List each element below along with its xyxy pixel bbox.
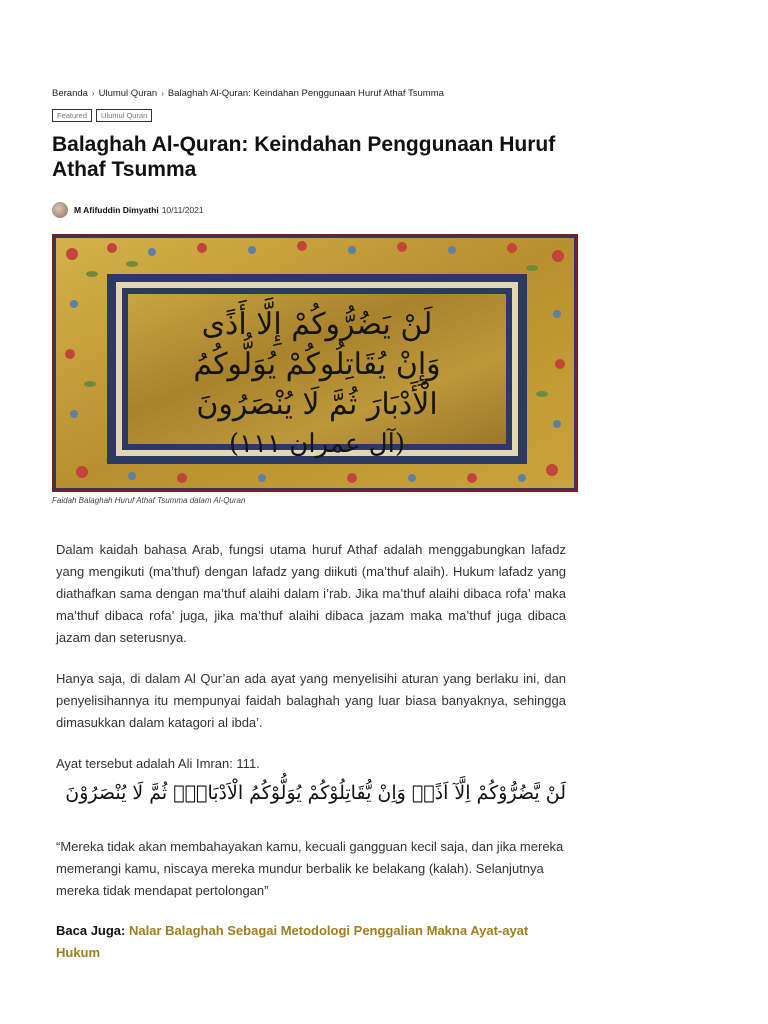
quran-verse: لَنْ يَّضُرُّوْكُمْ اِلَّآ اَذًىۗ وَاِنْ يُّقَاتِلُوْكُمْ يُوَلُّوْكُمُ الْاَدْبَارَۗ ثُمَّ لَا يُنْصَرُوْنَ xyxy=(65,782,566,804)
read-also xyxy=(56,920,566,964)
article-title: Balaghah Al-Quran: Keindahan Penggunaan Huruf Athaf Tsumma xyxy=(52,133,556,181)
category-tag-ulumul-quran[interactable]: Ulumul Quran xyxy=(96,109,152,122)
hero-arabic-line-3: الْأَدْبَارَ ثُمَّ لَا يُنْصَرُونَ xyxy=(196,387,438,422)
hero-arabic-line-1: لَنْ يَضُرُّوكُمْ إِلَّا أَذًى xyxy=(201,307,433,342)
category-tags xyxy=(52,109,152,122)
paragraph-1: Dalam kaidah bahasa Arab, fungsi utama huruf Athaf adalah menggabungkan lafadz yang mengikuti (ma’thuf) dengan lafadz yang diikuti (ma’thuf alaih). Hukum lafadz yang diathafkan sama dengan ma’thuf alaihi dalam i’rab. Jika ma’thuf alaihi dibaca rofa’ maka ma’thuf dibaca rofa’ juga, jika ma’thuf alaihi dibaca jazam maka ma’thuf juga dibaca jazam dan seterusnya. xyxy=(56,542,566,645)
read-also-link[interactable]: Nalar Balaghah Sebagai Metodologi Penggalian Makna Ayat-ayat Hukum xyxy=(56,923,529,960)
chevron-right-icon: › xyxy=(91,89,95,98)
breadcrumb xyxy=(52,88,444,99)
read-also-label: Baca Juga: xyxy=(56,923,126,938)
author-avatar[interactable] xyxy=(52,202,68,218)
chevron-right-icon: › xyxy=(161,89,164,98)
publish-date: 10/11/2021 xyxy=(161,205,204,215)
paragraph-2: Hanya saja, di dalam Al Qur’an ada ayat yang menyelisihi aturan yang berlaku ini, dan penyelisihannya itu mempunyai faidah balaghah yang luar biasa banyaknya, sehingga dimasukkan dalam katagori al ibda’. xyxy=(56,671,566,730)
breadcrumb-category-link[interactable]: Ulumul Quran xyxy=(98,88,158,99)
category-tag-featured[interactable]: Featured xyxy=(52,109,92,122)
breadcrumb-home-link[interactable]: Beranda xyxy=(52,88,88,99)
hero-arabic-line-4: (آل عمران ١١١) xyxy=(228,429,406,459)
paragraph-3: Ayat tersebut adalah Ali Imran: 111. xyxy=(56,756,260,771)
article-meta xyxy=(52,202,204,218)
hero-arabic-line-2: وَإِنْ يُقَاتِلُوكُمْ يُوَلُّوكُمُ xyxy=(193,347,441,382)
verse-translation: “Mereka tidak akan membahayakan kamu, kecuali gangguan kecil saja, dan jika mereka memerangi kamu, niscaya mereka mundur berbalik ke belakang (kalah). Selanjutnya mereka tidak mendapat pertolongan” xyxy=(56,839,564,898)
featured-image xyxy=(52,234,578,492)
breadcrumb-current: Balaghah Al-Quran: Keindahan Penggunaan Huruf Athaf Tsumma xyxy=(167,88,444,99)
image-caption: Faidah Balaghah Huruf Athaf Tsumma dalam Al-Quran xyxy=(52,496,246,505)
author-name[interactable]: M Afifuddin Dimyathi xyxy=(74,205,159,215)
